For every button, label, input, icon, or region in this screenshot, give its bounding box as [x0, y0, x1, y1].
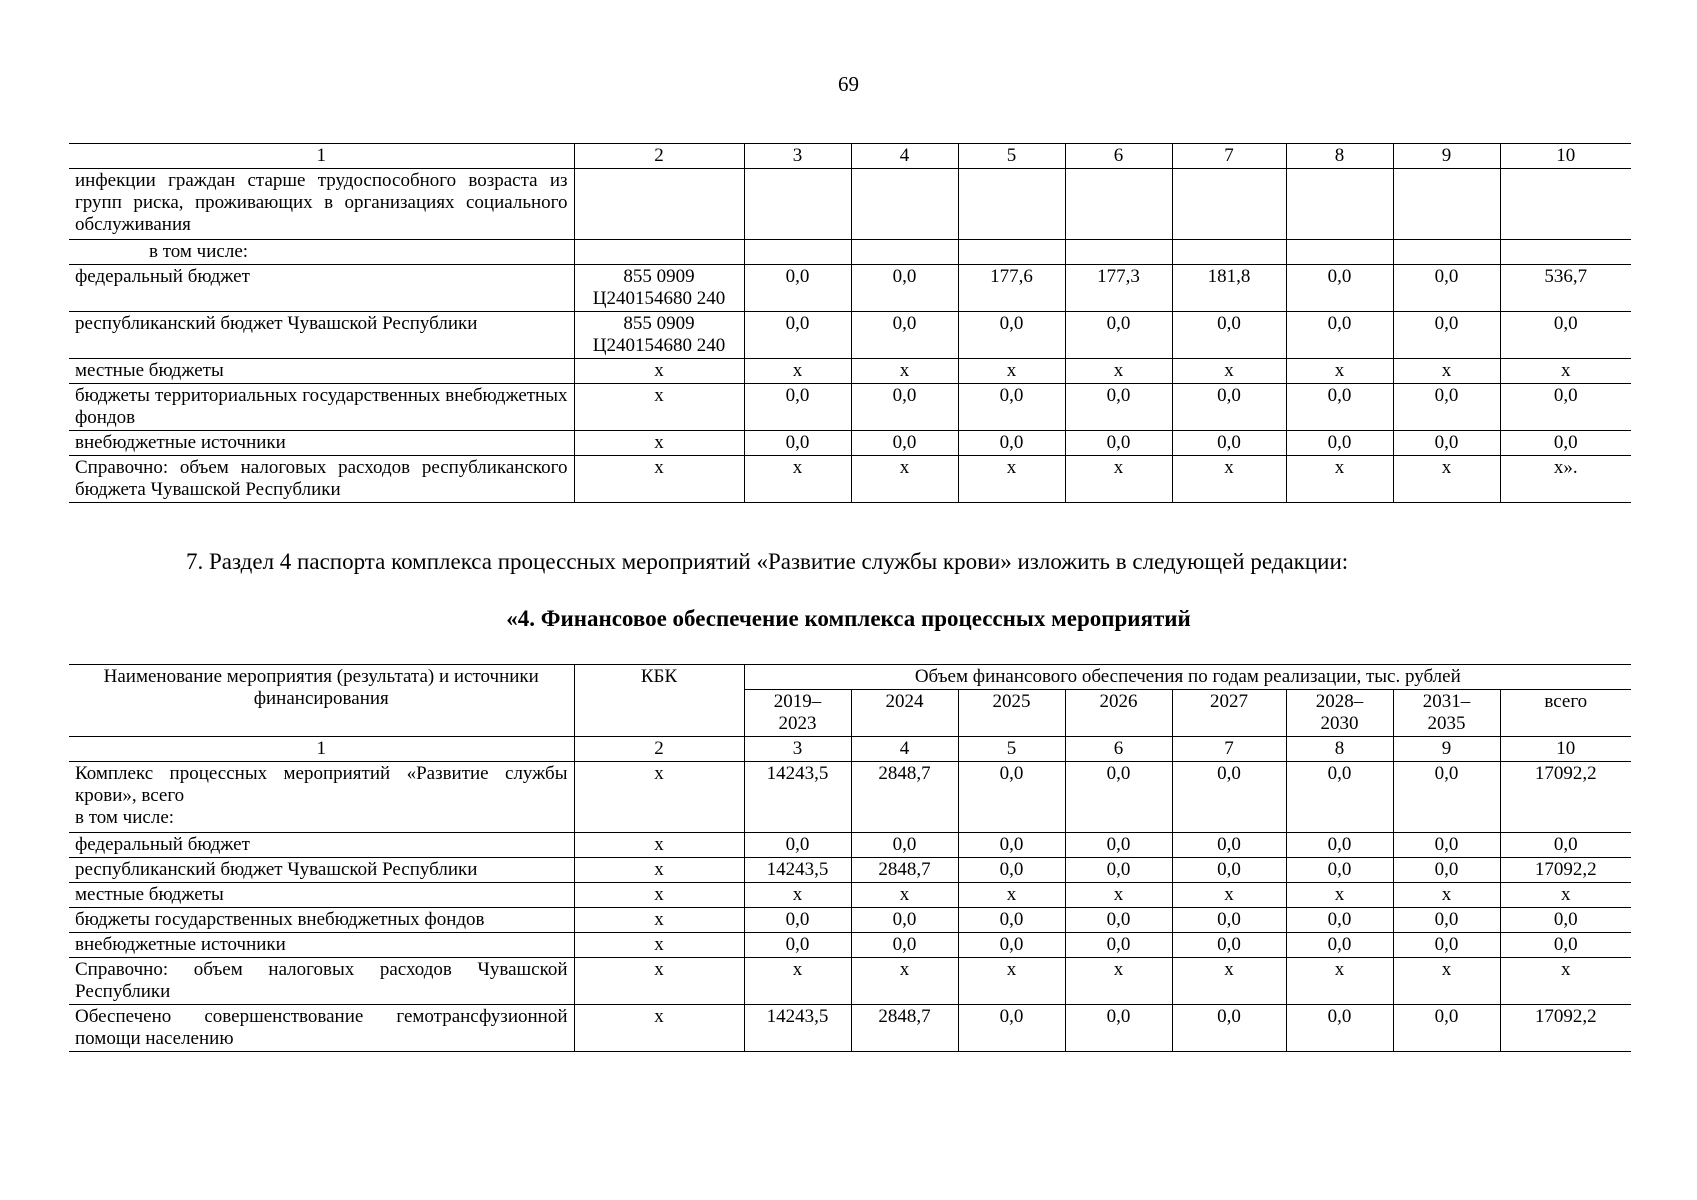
value-cell	[1065, 169, 1172, 240]
column-number: 4	[851, 144, 958, 169]
value-cell: 14243,5	[744, 858, 851, 883]
value-cell: х	[1286, 883, 1393, 908]
row-name-text: Комплекс процессных мероприятий «Развитие службы крови», всего	[75, 763, 568, 806]
column-number: 2	[574, 144, 744, 169]
column-number: 5	[958, 737, 1065, 762]
value-cell: 0,0	[1172, 858, 1286, 883]
value-cell: 0,0	[851, 312, 958, 359]
value-cell: 0,0	[744, 908, 851, 933]
value-cell: х	[958, 359, 1065, 384]
row-name: Справочно: объем налоговых расходов Чувашской Республики	[69, 958, 574, 1005]
value-cell	[851, 240, 958, 265]
header-year: 2024	[851, 690, 958, 737]
value-cell: 0,0	[1286, 858, 1393, 883]
kbk-code: 855 0909	[623, 313, 695, 334]
header-kbk: КБК	[574, 665, 744, 737]
table-row	[69, 958, 1631, 1005]
value-cell: 0,0	[1500, 312, 1631, 359]
value-cell: 0,0	[1393, 933, 1500, 958]
row-name: внебюджетные источники	[69, 933, 574, 958]
table-row	[69, 883, 1631, 908]
value-cell: 0,0	[744, 384, 851, 431]
value-cell: 0,0	[1286, 265, 1393, 312]
value-cell: 0,0	[958, 762, 1065, 833]
value-cell: 0,0	[1172, 908, 1286, 933]
row-kbk: х	[574, 858, 744, 883]
value-cell	[958, 169, 1065, 240]
value-cell: 0,0	[1393, 833, 1500, 858]
value-cell: х	[851, 883, 958, 908]
value-cell: 0,0	[851, 933, 958, 958]
column-number: 3	[744, 737, 851, 762]
value-cell: 17092,2	[1500, 858, 1631, 883]
value-cell: 0,0	[744, 312, 851, 359]
table-row	[69, 456, 1631, 503]
value-cell: 0,0	[1393, 1005, 1500, 1052]
column-number: 10	[1500, 144, 1631, 169]
value-cell: 177,3	[1065, 265, 1172, 312]
header-year: 2028– 2030	[1286, 690, 1393, 737]
table-row	[69, 359, 1631, 384]
value-cell	[1393, 169, 1500, 240]
value-cell: х	[1065, 359, 1172, 384]
row-name: федеральный бюджет	[69, 833, 574, 858]
value-cell: 0,0	[1500, 431, 1631, 456]
value-cell: х	[1286, 456, 1393, 503]
row-name: внебюджетные источники	[69, 431, 574, 456]
value-cell: 0,0	[851, 265, 958, 312]
column-number: 8	[1286, 737, 1393, 762]
value-cell: 0,0	[1286, 908, 1393, 933]
value-cell: х	[958, 958, 1065, 1005]
header-total: всего	[1500, 690, 1631, 737]
column-numbers-row	[69, 737, 1631, 762]
header-year: 2026	[1065, 690, 1172, 737]
row-name: местные бюджеты	[69, 359, 574, 384]
value-cell: 0,0	[851, 431, 958, 456]
row-name: инфекции граждан старше трудоспособного возраста из групп риска, проживающих в организациях социального обслуживания	[69, 169, 574, 240]
value-cell: х	[1172, 958, 1286, 1005]
value-cell: 0,0	[1286, 833, 1393, 858]
value-cell: х».	[1500, 456, 1631, 503]
column-number: 3	[744, 144, 851, 169]
value-cell: х	[1172, 883, 1286, 908]
column-number: 1	[69, 144, 574, 169]
value-cell: 0,0	[1065, 858, 1172, 883]
value-cell: х	[851, 359, 958, 384]
value-cell: 0,0	[1393, 265, 1500, 312]
value-cell: 177,6	[958, 265, 1065, 312]
value-cell: 2848,7	[851, 858, 958, 883]
table-row	[69, 384, 1631, 431]
value-cell	[1286, 240, 1393, 265]
value-cell: х	[1393, 456, 1500, 503]
value-cell: 0,0	[1172, 933, 1286, 958]
value-cell: 0,0	[1065, 762, 1172, 833]
value-cell: 0,0	[1393, 762, 1500, 833]
value-cell: х	[1393, 958, 1500, 1005]
value-cell: 0,0	[851, 384, 958, 431]
value-cell: х	[1500, 958, 1631, 1005]
value-cell: 0,0	[851, 833, 958, 858]
value-cell: х	[958, 883, 1065, 908]
value-cell: х	[1286, 359, 1393, 384]
financing-table	[69, 664, 1631, 1052]
value-cell	[744, 169, 851, 240]
value-cell: 0,0	[1172, 384, 1286, 431]
row-name: республиканский бюджет Чувашской Республики	[69, 312, 574, 359]
header-row	[69, 665, 1631, 690]
value-cell: 2848,7	[851, 1005, 958, 1052]
value-cell: 0,0	[1286, 384, 1393, 431]
row-kbk: х	[574, 908, 744, 933]
value-cell: х	[1286, 958, 1393, 1005]
value-cell: 0,0	[1286, 933, 1393, 958]
value-cell: 0,0	[1172, 1005, 1286, 1052]
value-cell: 0,0	[958, 431, 1065, 456]
value-cell: 17092,2	[1500, 762, 1631, 833]
value-cell: 0,0	[1393, 908, 1500, 933]
column-number: 2	[574, 737, 744, 762]
column-number: 4	[851, 737, 958, 762]
value-cell: 0,0	[1065, 1005, 1172, 1052]
column-number: 5	[958, 144, 1065, 169]
table-row	[69, 431, 1631, 456]
value-cell: х	[1393, 359, 1500, 384]
value-cell: 0,0	[1393, 858, 1500, 883]
value-cell: 0,0	[851, 908, 958, 933]
value-cell: 0,0	[1065, 933, 1172, 958]
value-cell: 0,0	[958, 858, 1065, 883]
value-cell: 17092,2	[1500, 1005, 1631, 1052]
value-cell: 14243,5	[744, 1005, 851, 1052]
kbk-code: 855 0909	[623, 266, 695, 287]
table-row	[69, 858, 1631, 883]
kbk-code: Ц240154680 240	[592, 288, 726, 309]
value-cell: 0,0	[1286, 1005, 1393, 1052]
row-name: Обеспечено совершенствование гемотрансфузионной помощи населению	[69, 1005, 574, 1052]
row-name: Справочно: объем налоговых расходов республиканского бюджета Чувашской Республики	[69, 456, 574, 503]
value-cell	[851, 169, 958, 240]
section-heading: «4. Финансовое обеспечение комплекса процессных мероприятий	[506, 606, 1191, 631]
value-cell: 0,0	[1065, 833, 1172, 858]
column-number: 10	[1500, 737, 1631, 762]
value-cell: 0,0	[958, 833, 1065, 858]
row-name: бюджеты государственных внебюджетных фондов	[69, 908, 574, 933]
value-cell: 181,8	[1172, 265, 1286, 312]
row-kbk: х	[574, 762, 744, 833]
row-kbk	[574, 240, 744, 265]
row-kbk: х	[574, 384, 744, 431]
row-kbk	[574, 265, 744, 312]
table-row	[69, 240, 1631, 265]
value-cell: х	[744, 958, 851, 1005]
continuation-table	[69, 143, 1631, 503]
row-kbk: х	[574, 359, 744, 384]
table-row	[69, 1005, 1631, 1052]
value-cell: 0,0	[1500, 384, 1631, 431]
value-cell: 0,0	[1065, 384, 1172, 431]
value-cell: х	[1393, 883, 1500, 908]
value-cell: 0,0	[1393, 384, 1500, 431]
column-number: 6	[1065, 144, 1172, 169]
value-cell: 0,0	[1065, 908, 1172, 933]
value-cell: 0,0	[1065, 312, 1172, 359]
value-cell: 0,0	[744, 431, 851, 456]
value-cell: х	[1065, 883, 1172, 908]
column-number: 6	[1065, 737, 1172, 762]
row-kbk: х	[574, 883, 744, 908]
value-cell: 0,0	[1172, 312, 1286, 359]
value-cell: 0,0	[1500, 833, 1631, 858]
table-row	[69, 265, 1631, 312]
row-kbk: х	[574, 958, 744, 1005]
row-name: бюджеты территориальных государственных внебюджетных фондов	[69, 384, 574, 431]
value-cell: 0,0	[1286, 312, 1393, 359]
kbk-code: Ц240154680 240	[592, 335, 726, 356]
value-cell: х	[958, 456, 1065, 503]
value-cell: 0,0	[958, 1005, 1065, 1052]
value-cell: 0,0	[958, 933, 1065, 958]
row-name	[69, 762, 574, 833]
column-numbers-row	[69, 144, 1631, 169]
value-cell	[1393, 240, 1500, 265]
column-number: 1	[69, 737, 574, 762]
row-name: федеральный бюджет	[69, 265, 574, 312]
table-row	[69, 933, 1631, 958]
value-cell	[958, 240, 1065, 265]
column-number: 7	[1172, 737, 1286, 762]
row-kbk: х	[574, 1005, 744, 1052]
value-cell: 0,0	[1500, 908, 1631, 933]
value-cell: 0,0	[1286, 762, 1393, 833]
value-cell	[744, 240, 851, 265]
value-cell: х	[744, 359, 851, 384]
value-cell: х	[1500, 359, 1631, 384]
table-row	[69, 762, 1631, 833]
row-name-subtext: в том числе:	[75, 807, 175, 828]
value-cell: 0,0	[1500, 933, 1631, 958]
table-row	[69, 169, 1631, 240]
row-name: в том числе:	[69, 240, 574, 265]
value-cell	[1286, 169, 1393, 240]
value-cell: 0,0	[744, 265, 851, 312]
header-year: 2031– 2035	[1393, 690, 1500, 737]
value-cell: х	[1065, 456, 1172, 503]
header-year: 2019– 2023	[744, 690, 851, 737]
value-cell: х	[744, 883, 851, 908]
value-cell	[1172, 169, 1286, 240]
value-cell: х	[851, 456, 958, 503]
table-row	[69, 833, 1631, 858]
value-cell: 0,0	[958, 312, 1065, 359]
row-kbk: х	[574, 833, 744, 858]
value-cell: 0,0	[1286, 431, 1393, 456]
value-cell: 0,0	[958, 908, 1065, 933]
table-row	[69, 312, 1631, 359]
value-cell: х	[744, 456, 851, 503]
row-name: местные бюджеты	[69, 883, 574, 908]
value-cell: 2848,7	[851, 762, 958, 833]
row-name: республиканский бюджет Чувашской Республики	[69, 858, 574, 883]
amendment-paragraph: 7. Раздел 4 паспорта комплекса процессных мероприятий «Развитие службы крови» изложить в следующей редакции:	[186, 549, 1349, 574]
value-cell	[1500, 169, 1631, 240]
header-year: 2027	[1172, 690, 1286, 737]
row-kbk: х	[574, 933, 744, 958]
row-kbk: х	[574, 431, 744, 456]
value-cell: 536,7	[1500, 265, 1631, 312]
table-row	[69, 908, 1631, 933]
value-cell: х	[1065, 958, 1172, 1005]
value-cell	[1500, 240, 1631, 265]
row-kbk: х	[574, 456, 744, 503]
column-number: 9	[1393, 144, 1500, 169]
value-cell: 0,0	[1393, 431, 1500, 456]
header-year: 2025	[958, 690, 1065, 737]
value-cell: 0,0	[744, 833, 851, 858]
page-number: 69	[838, 72, 859, 96]
value-cell: х	[1172, 359, 1286, 384]
value-cell: 0,0	[1172, 833, 1286, 858]
header-name: Наименование мероприятия (результата) и источники финансирования	[69, 665, 574, 737]
row-kbk	[574, 312, 744, 359]
value-cell: 0,0	[1172, 431, 1286, 456]
row-kbk	[574, 169, 744, 240]
value-cell: 14243,5	[744, 762, 851, 833]
column-number: 9	[1393, 737, 1500, 762]
column-number: 8	[1286, 144, 1393, 169]
value-cell: х	[851, 958, 958, 1005]
value-cell: 0,0	[1065, 431, 1172, 456]
value-cell	[1172, 240, 1286, 265]
value-cell: х	[1500, 883, 1631, 908]
value-cell	[1065, 240, 1172, 265]
value-cell: 0,0	[958, 384, 1065, 431]
value-cell: х	[1172, 456, 1286, 503]
column-number: 7	[1172, 144, 1286, 169]
header-volume: Объем финансового обеспечения по годам реализации, тыс. рублей	[744, 665, 1631, 690]
value-cell: 0,0	[1172, 762, 1286, 833]
value-cell: 0,0	[744, 933, 851, 958]
value-cell: 0,0	[1393, 312, 1500, 359]
